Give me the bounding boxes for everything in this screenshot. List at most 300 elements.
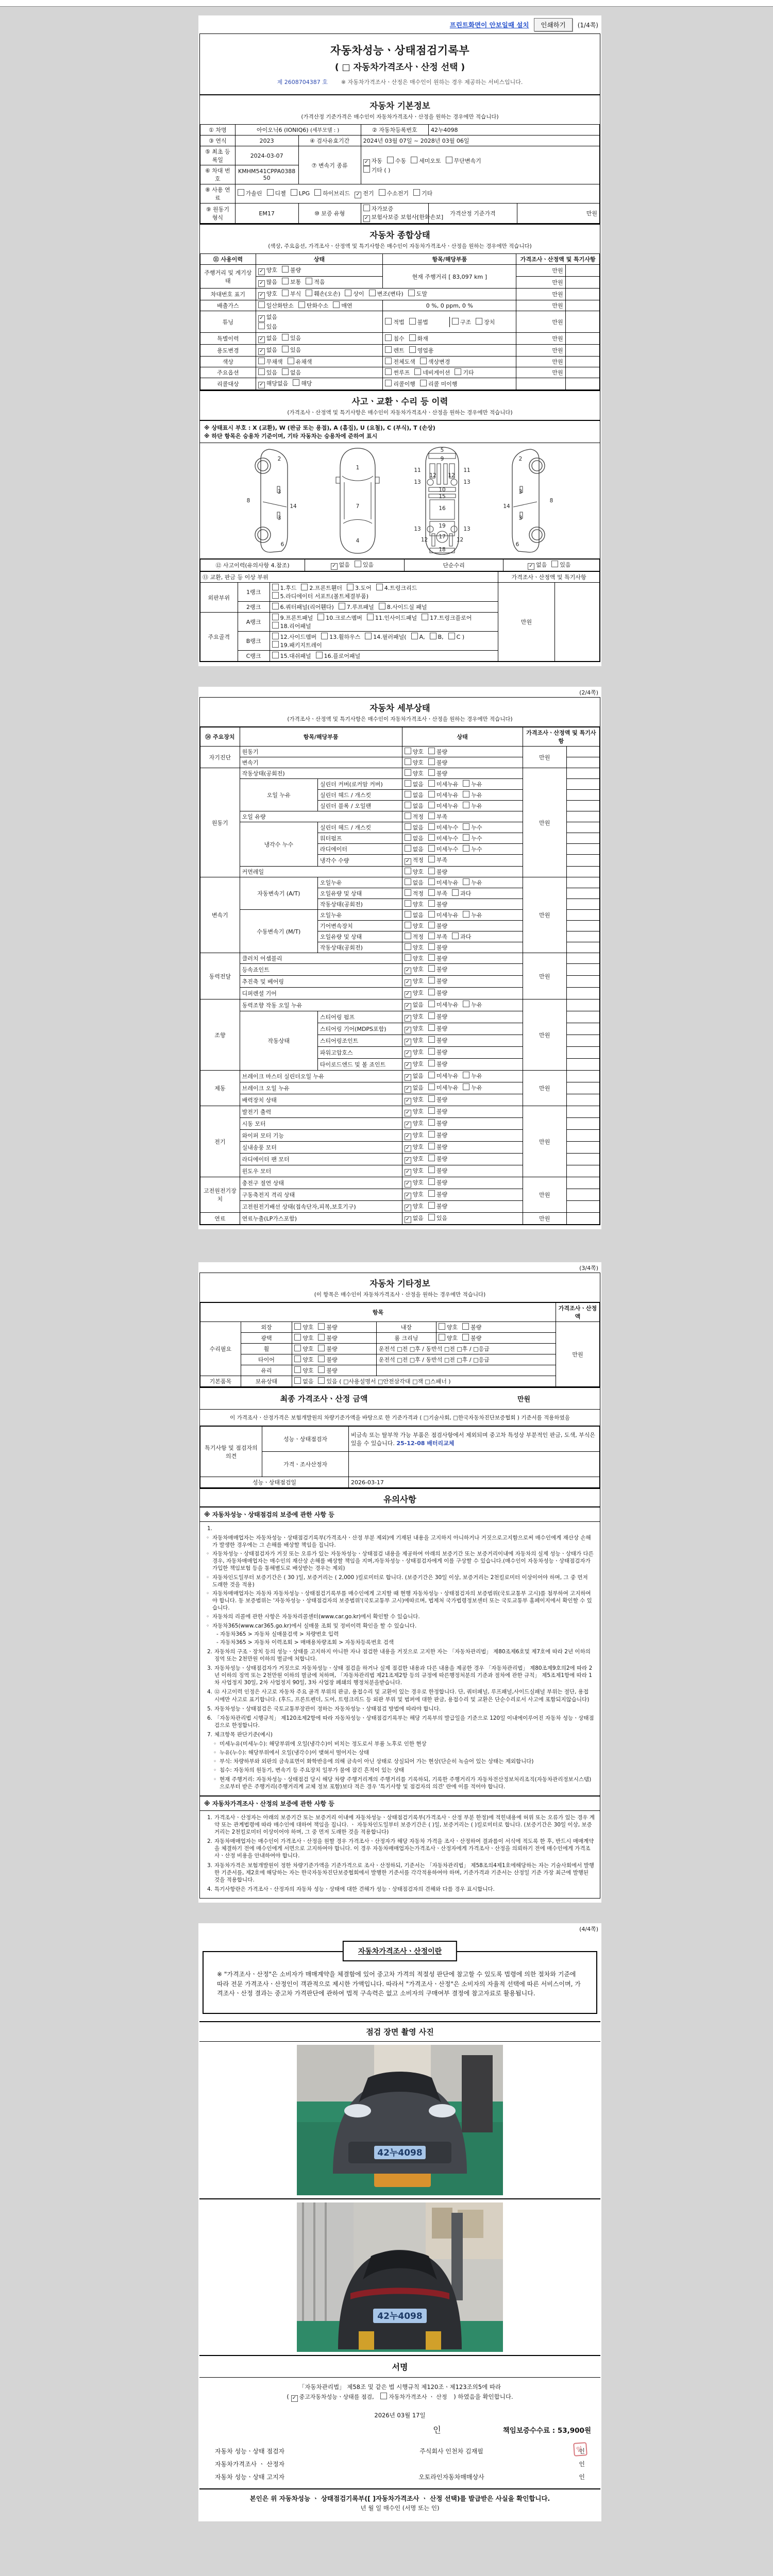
checkbox-option[interactable] xyxy=(387,157,406,165)
checked-checkbox-icon[interactable] xyxy=(363,215,370,222)
checkbox-option[interactable] xyxy=(405,1155,424,1164)
unchecked-checkbox-icon[interactable] xyxy=(428,1083,435,1090)
unchecked-checkbox-icon[interactable] xyxy=(306,290,312,296)
unchecked-checkbox-icon[interactable] xyxy=(428,1214,435,1221)
checkbox-option[interactable] xyxy=(258,346,277,355)
checkbox-option[interactable] xyxy=(428,922,447,930)
checkbox-option[interactable] xyxy=(463,823,482,832)
checkbox-option[interactable] xyxy=(409,318,428,326)
checkbox-option[interactable] xyxy=(405,1131,424,1140)
checkbox-option[interactable] xyxy=(339,603,374,611)
checkbox-option[interactable] xyxy=(455,368,474,377)
unchecked-checkbox-icon[interactable] xyxy=(428,802,435,808)
unchecked-checkbox-icon[interactable] xyxy=(428,769,435,776)
unchecked-checkbox-icon[interactable] xyxy=(428,758,435,765)
checkbox-option[interactable] xyxy=(272,622,311,630)
unchecked-checkbox-icon[interactable] xyxy=(413,189,420,196)
unchecked-checkbox-icon[interactable] xyxy=(411,633,418,639)
checkbox-option[interactable] xyxy=(463,1001,482,1009)
car-diagram-top[interactable] xyxy=(319,446,396,555)
unchecked-checkbox-icon[interactable] xyxy=(321,633,328,639)
checkbox-option[interactable] xyxy=(405,1214,424,1223)
checked-checkbox-icon[interactable] xyxy=(258,268,265,275)
checkbox-option[interactable] xyxy=(463,1072,482,1080)
unchecked-checkbox-icon[interactable] xyxy=(439,1334,445,1341)
checked-checkbox-icon[interactable] xyxy=(405,1003,411,1010)
checkbox-option[interactable] xyxy=(428,943,447,952)
unchecked-checkbox-icon[interactable] xyxy=(428,1060,435,1066)
unchecked-checkbox-icon[interactable] xyxy=(414,368,421,375)
unchecked-checkbox-icon[interactable] xyxy=(385,380,392,386)
unchecked-checkbox-icon[interactable] xyxy=(363,166,370,173)
unchecked-checkbox-icon[interactable] xyxy=(405,834,411,841)
checkbox-option[interactable] xyxy=(405,1060,424,1069)
checkbox-option[interactable] xyxy=(282,346,301,354)
checkbox-option[interactable] xyxy=(258,379,289,388)
checkbox-option[interactable] xyxy=(405,1072,424,1081)
checkbox-option[interactable] xyxy=(405,1143,424,1152)
checkbox-option[interactable] xyxy=(463,834,482,842)
unchecked-checkbox-icon[interactable] xyxy=(428,889,435,896)
unchecked-checkbox-icon[interactable] xyxy=(428,1155,435,1161)
checkbox-option[interactable] xyxy=(282,266,301,274)
checked-checkbox-icon[interactable] xyxy=(405,1181,411,1188)
unchecked-checkbox-icon[interactable] xyxy=(282,368,289,375)
checkbox-option[interactable] xyxy=(428,1166,447,1175)
unchecked-checkbox-icon[interactable] xyxy=(455,368,461,375)
checkbox-option[interactable] xyxy=(369,290,404,298)
checked-checkbox-icon[interactable] xyxy=(405,1157,411,1164)
unchecked-checkbox-icon[interactable] xyxy=(463,1072,469,1078)
unchecked-checkbox-icon[interactable] xyxy=(387,157,394,163)
unchecked-checkbox-icon[interactable] xyxy=(318,1323,325,1330)
unchecked-checkbox-icon[interactable] xyxy=(347,584,354,590)
unchecked-checkbox-icon[interactable] xyxy=(428,845,435,852)
unchecked-checkbox-icon[interactable] xyxy=(428,1048,435,1055)
checkbox-option[interactable] xyxy=(380,2393,447,2401)
unchecked-checkbox-icon[interactable] xyxy=(291,189,297,196)
checkbox-option[interactable] xyxy=(291,189,310,197)
unchecked-checkbox-icon[interactable] xyxy=(405,911,411,918)
checkbox-option[interactable] xyxy=(428,889,447,897)
checkbox-option[interactable] xyxy=(405,954,424,962)
checkbox-option[interactable] xyxy=(318,1366,337,1375)
checkbox-option[interactable] xyxy=(405,868,424,876)
unchecked-checkbox-icon[interactable] xyxy=(476,318,482,325)
checkbox-option[interactable] xyxy=(405,1190,424,1199)
checkbox-option[interactable] xyxy=(318,1323,337,1331)
checkbox-option[interactable] xyxy=(316,652,361,660)
unchecked-checkbox-icon[interactable] xyxy=(405,748,411,754)
checkbox-option[interactable] xyxy=(294,1355,313,1364)
checkbox-option[interactable] xyxy=(385,380,415,388)
unchecked-checkbox-icon[interactable] xyxy=(405,933,411,939)
checkbox-option[interactable] xyxy=(405,989,424,998)
checkbox-option[interactable] xyxy=(463,802,482,810)
checkbox-option[interactable] xyxy=(405,769,424,777)
unchecked-checkbox-icon[interactable] xyxy=(462,1334,469,1341)
checkbox-option[interactable] xyxy=(430,633,444,640)
unchecked-checkbox-icon[interactable] xyxy=(428,1178,435,1185)
unchecked-checkbox-icon[interactable] xyxy=(282,266,289,273)
unchecked-checkbox-icon[interactable] xyxy=(405,823,411,830)
checked-checkbox-icon[interactable] xyxy=(258,315,265,322)
unchecked-checkbox-icon[interactable] xyxy=(272,641,279,648)
unchecked-checkbox-icon[interactable] xyxy=(405,889,411,896)
checked-checkbox-icon[interactable] xyxy=(405,1145,411,1152)
unchecked-checkbox-icon[interactable] xyxy=(428,791,435,798)
checkbox-option[interactable] xyxy=(379,189,409,197)
checkbox-option[interactable] xyxy=(409,346,434,354)
checkbox-option[interactable] xyxy=(428,1202,447,1210)
unchecked-checkbox-icon[interactable] xyxy=(272,652,279,658)
unchecked-checkbox-icon[interactable] xyxy=(463,911,469,918)
unchecked-checkbox-icon[interactable] xyxy=(405,954,411,961)
unchecked-checkbox-icon[interactable] xyxy=(385,368,392,375)
unchecked-checkbox-icon[interactable] xyxy=(463,791,469,798)
unchecked-checkbox-icon[interactable] xyxy=(282,290,289,296)
checked-checkbox-icon[interactable] xyxy=(405,1086,411,1093)
checkbox-option[interactable] xyxy=(272,633,317,641)
checkbox-option[interactable] xyxy=(462,1334,481,1342)
checkbox-option[interactable] xyxy=(428,1083,459,1092)
unchecked-checkbox-icon[interactable] xyxy=(339,603,345,609)
unchecked-checkbox-icon[interactable] xyxy=(369,290,376,296)
checkbox-option[interactable] xyxy=(428,856,447,864)
unchecked-checkbox-icon[interactable] xyxy=(428,943,435,950)
checkbox-option[interactable] xyxy=(272,614,313,622)
checkbox-option[interactable] xyxy=(428,1131,447,1139)
unchecked-checkbox-icon[interactable] xyxy=(463,1001,469,1007)
unchecked-checkbox-icon[interactable] xyxy=(446,157,452,163)
checkbox-option[interactable] xyxy=(405,1119,424,1128)
car-diagram-side-left[interactable] xyxy=(234,446,312,555)
unchecked-checkbox-icon[interactable] xyxy=(428,823,435,830)
checkbox-option[interactable] xyxy=(272,641,322,649)
checkbox-option[interactable] xyxy=(428,1190,447,1198)
unchecked-checkbox-icon[interactable] xyxy=(355,561,361,567)
checkbox-option[interactable] xyxy=(355,561,374,569)
checkbox-option[interactable] xyxy=(428,1119,447,1127)
checkbox-option[interactable] xyxy=(452,318,471,326)
unchecked-checkbox-icon[interactable] xyxy=(379,603,385,609)
unchecked-checkbox-icon[interactable] xyxy=(428,965,435,972)
unchecked-checkbox-icon[interactable] xyxy=(428,1012,435,1019)
unchecked-checkbox-icon[interactable] xyxy=(282,278,289,284)
checkbox-option[interactable] xyxy=(405,878,424,887)
unchecked-checkbox-icon[interactable] xyxy=(428,1202,435,1209)
unchecked-checkbox-icon[interactable] xyxy=(367,614,374,620)
unchecked-checkbox-icon[interactable] xyxy=(428,878,435,885)
unchecked-checkbox-icon[interactable] xyxy=(428,922,435,928)
unchecked-checkbox-icon[interactable] xyxy=(430,633,436,639)
checked-checkbox-icon[interactable] xyxy=(405,1122,411,1128)
unchecked-checkbox-icon[interactable] xyxy=(385,334,392,341)
unchecked-checkbox-icon[interactable] xyxy=(452,889,459,896)
checked-checkbox-icon[interactable] xyxy=(258,280,265,287)
print-helper-install-link[interactable]: 프린트화면이 안보일때 설치 xyxy=(449,21,529,29)
unchecked-checkbox-icon[interactable] xyxy=(428,1143,435,1149)
unchecked-checkbox-icon[interactable] xyxy=(272,622,279,629)
unchecked-checkbox-icon[interactable] xyxy=(385,358,392,364)
unchecked-checkbox-icon[interactable] xyxy=(405,769,411,776)
checkbox-option[interactable] xyxy=(420,358,450,366)
checkbox-option[interactable] xyxy=(428,1155,447,1163)
unchecked-checkbox-icon[interactable] xyxy=(267,189,274,196)
unchecked-checkbox-icon[interactable] xyxy=(463,1083,469,1090)
checkbox-option[interactable] xyxy=(294,1345,313,1353)
checked-checkbox-icon[interactable] xyxy=(258,336,265,343)
checkbox-option[interactable] xyxy=(282,290,301,298)
checkbox-option[interactable] xyxy=(463,911,482,919)
checkbox-option[interactable] xyxy=(405,1024,424,1033)
checked-checkbox-icon[interactable] xyxy=(405,1216,411,1223)
unchecked-checkbox-icon[interactable] xyxy=(306,278,312,284)
checkbox-option[interactable] xyxy=(385,318,404,326)
checked-checkbox-icon[interactable] xyxy=(405,991,411,998)
checkbox-option[interactable] xyxy=(301,584,342,592)
checkbox-option[interactable] xyxy=(428,748,447,756)
checkbox-option[interactable] xyxy=(306,290,340,298)
checkbox-option[interactable] xyxy=(321,633,360,641)
checkbox-option[interactable] xyxy=(355,189,374,198)
unchecked-checkbox-icon[interactable] xyxy=(345,290,351,296)
unchecked-checkbox-icon[interactable] xyxy=(272,633,279,639)
unchecked-checkbox-icon[interactable] xyxy=(282,334,289,341)
checkbox-option[interactable] xyxy=(409,334,428,343)
checkbox-option[interactable] xyxy=(238,189,262,197)
checkbox-option[interactable] xyxy=(428,965,447,973)
checkbox-option[interactable] xyxy=(258,313,381,322)
checkbox-option[interactable] xyxy=(428,812,447,821)
unchecked-checkbox-icon[interactable] xyxy=(318,1377,325,1384)
unchecked-checkbox-icon[interactable] xyxy=(428,1190,435,1197)
checkbox-option[interactable] xyxy=(363,213,444,222)
checkbox-option[interactable] xyxy=(428,933,447,941)
checkbox-option[interactable] xyxy=(405,1048,424,1057)
checkbox-option[interactable] xyxy=(446,157,481,165)
checkbox-option[interactable] xyxy=(428,1143,447,1151)
checkbox-option[interactable] xyxy=(428,954,447,962)
checkbox-option[interactable] xyxy=(363,205,394,213)
unchecked-checkbox-icon[interactable] xyxy=(428,1131,435,1138)
checkbox-option[interactable] xyxy=(405,900,424,908)
unchecked-checkbox-icon[interactable] xyxy=(428,1024,435,1031)
checkbox-option[interactable] xyxy=(367,614,417,622)
unchecked-checkbox-icon[interactable] xyxy=(294,1366,301,1373)
checkbox-option[interactable] xyxy=(428,977,447,985)
checkbox-option[interactable] xyxy=(405,1036,424,1045)
unchecked-checkbox-icon[interactable] xyxy=(551,561,558,567)
unchecked-checkbox-icon[interactable] xyxy=(462,1323,469,1330)
unchecked-checkbox-icon[interactable] xyxy=(380,2393,387,2399)
unchecked-checkbox-icon[interactable] xyxy=(294,1345,301,1351)
checked-checkbox-icon[interactable] xyxy=(405,858,411,865)
checked-checkbox-icon[interactable] xyxy=(405,1074,411,1081)
checkbox-option[interactable] xyxy=(428,1048,447,1056)
unchecked-checkbox-icon[interactable] xyxy=(428,911,435,918)
checkbox-option[interactable] xyxy=(428,878,459,887)
checkbox-option[interactable] xyxy=(318,1377,450,1385)
checkbox-option[interactable] xyxy=(405,1166,424,1176)
unchecked-checkbox-icon[interactable] xyxy=(317,614,324,620)
checkbox-option[interactable] xyxy=(428,845,459,853)
unchecked-checkbox-icon[interactable] xyxy=(428,868,435,874)
checkbox-option[interactable] xyxy=(428,1214,447,1222)
unchecked-checkbox-icon[interactable] xyxy=(298,301,305,308)
checkbox-option[interactable] xyxy=(551,561,570,569)
unchecked-checkbox-icon[interactable] xyxy=(238,189,244,196)
unchecked-checkbox-icon[interactable] xyxy=(428,1001,435,1007)
checkbox-option[interactable] xyxy=(463,845,482,853)
unchecked-checkbox-icon[interactable] xyxy=(428,780,435,787)
unchecked-checkbox-icon[interactable] xyxy=(405,868,411,874)
unchecked-checkbox-icon[interactable] xyxy=(405,922,411,928)
unchecked-checkbox-icon[interactable] xyxy=(428,748,435,754)
checkbox-option[interactable] xyxy=(448,633,464,640)
checkbox-option[interactable] xyxy=(272,652,311,660)
checkbox-option[interactable] xyxy=(345,290,364,298)
checkbox-option[interactable] xyxy=(294,1377,313,1385)
unchecked-checkbox-icon[interactable] xyxy=(405,878,411,885)
checkbox-option[interactable] xyxy=(463,878,482,887)
checked-checkbox-icon[interactable] xyxy=(405,1027,411,1033)
checkbox-option[interactable] xyxy=(428,834,459,842)
checkbox-option[interactable] xyxy=(258,266,277,275)
checkbox-option[interactable] xyxy=(306,278,325,286)
unchecked-checkbox-icon[interactable] xyxy=(301,584,308,590)
checkbox-option[interactable] xyxy=(408,290,427,298)
checkbox-option[interactable] xyxy=(298,301,329,310)
unchecked-checkbox-icon[interactable] xyxy=(428,834,435,841)
checked-checkbox-icon[interactable] xyxy=(258,292,265,299)
unchecked-checkbox-icon[interactable] xyxy=(318,1355,325,1362)
checkbox-option[interactable] xyxy=(258,334,277,343)
checkbox-option[interactable] xyxy=(463,1083,482,1092)
unchecked-checkbox-icon[interactable] xyxy=(408,290,415,296)
checkbox-option[interactable] xyxy=(405,812,424,821)
checkbox-option[interactable] xyxy=(463,791,482,799)
checked-checkbox-icon[interactable] xyxy=(405,1062,411,1069)
unchecked-checkbox-icon[interactable] xyxy=(258,301,265,308)
checked-checkbox-icon[interactable] xyxy=(405,1205,411,1211)
unchecked-checkbox-icon[interactable] xyxy=(439,1323,445,1330)
unchecked-checkbox-icon[interactable] xyxy=(428,812,435,819)
checked-checkbox-icon[interactable] xyxy=(405,1133,411,1140)
checkbox-option[interactable] xyxy=(318,1355,337,1364)
unchecked-checkbox-icon[interactable] xyxy=(294,1377,301,1384)
checkbox-option[interactable] xyxy=(314,189,350,197)
unchecked-checkbox-icon[interactable] xyxy=(448,633,455,639)
checkbox-option[interactable] xyxy=(428,1178,447,1187)
checked-checkbox-icon[interactable] xyxy=(363,159,370,166)
checkbox-option[interactable] xyxy=(385,346,404,354)
checked-checkbox-icon[interactable] xyxy=(405,1193,411,1199)
checkbox-option[interactable] xyxy=(272,584,297,592)
checkbox-option[interactable] xyxy=(428,780,459,788)
checked-checkbox-icon[interactable] xyxy=(258,348,265,355)
checkbox-option[interactable] xyxy=(405,748,424,756)
checkbox-option[interactable] xyxy=(463,780,482,788)
checkbox-option[interactable] xyxy=(411,633,425,640)
car-diagram-bottom[interactable] xyxy=(404,446,481,555)
unchecked-checkbox-icon[interactable] xyxy=(318,1334,325,1341)
checkbox-option[interactable] xyxy=(528,561,547,570)
unchecked-checkbox-icon[interactable] xyxy=(428,1036,435,1043)
checkbox-option[interactable] xyxy=(294,1323,313,1331)
checkbox-option[interactable] xyxy=(452,889,471,897)
unchecked-checkbox-icon[interactable] xyxy=(318,1366,325,1373)
unchecked-checkbox-icon[interactable] xyxy=(333,301,340,308)
checkbox-option[interactable] xyxy=(405,758,424,767)
checkbox-option[interactable] xyxy=(376,584,417,592)
checkbox-option[interactable] xyxy=(405,1083,424,1093)
print-button[interactable]: 인쇄하기 xyxy=(534,18,572,31)
checkbox-option[interactable] xyxy=(414,368,450,377)
checkbox-option[interactable] xyxy=(272,603,334,611)
checkbox-option[interactable] xyxy=(347,584,372,592)
checkbox-option[interactable] xyxy=(365,633,406,641)
unchecked-checkbox-icon[interactable] xyxy=(428,977,435,984)
checkbox-option[interactable] xyxy=(258,278,277,287)
unchecked-checkbox-icon[interactable] xyxy=(420,380,427,386)
checkbox-option[interactable] xyxy=(439,1323,458,1331)
checkbox-option[interactable] xyxy=(476,318,495,326)
unchecked-checkbox-icon[interactable] xyxy=(463,823,469,830)
checkbox-option[interactable] xyxy=(411,157,441,165)
unchecked-checkbox-icon[interactable] xyxy=(452,933,459,939)
checkbox-option[interactable] xyxy=(405,911,424,919)
unchecked-checkbox-icon[interactable] xyxy=(379,189,385,196)
unchecked-checkbox-icon[interactable] xyxy=(282,346,289,352)
unchecked-checkbox-icon[interactable] xyxy=(258,368,265,375)
checkbox-option[interactable] xyxy=(413,189,432,197)
checkbox-option[interactable] xyxy=(293,379,312,387)
unchecked-checkbox-icon[interactable] xyxy=(463,878,469,885)
checkbox-option[interactable] xyxy=(385,334,404,343)
checkbox-option[interactable] xyxy=(428,900,447,908)
checkbox-option[interactable] xyxy=(405,1001,424,1010)
unchecked-checkbox-icon[interactable] xyxy=(463,845,469,852)
unchecked-checkbox-icon[interactable] xyxy=(405,780,411,787)
checked-checkbox-icon[interactable] xyxy=(331,563,338,570)
checked-checkbox-icon[interactable] xyxy=(405,1050,411,1057)
checkbox-option[interactable] xyxy=(405,943,424,952)
checkbox-option[interactable] xyxy=(333,301,352,310)
checkbox-option[interactable] xyxy=(405,791,424,799)
checked-checkbox-icon[interactable] xyxy=(405,1169,411,1176)
checkbox-option[interactable] xyxy=(405,922,424,930)
unchecked-checkbox-icon[interactable] xyxy=(452,318,459,325)
unchecked-checkbox-icon[interactable] xyxy=(405,845,411,852)
unchecked-checkbox-icon[interactable] xyxy=(409,346,416,353)
checkbox-option[interactable] xyxy=(317,614,362,622)
checked-checkbox-icon[interactable] xyxy=(291,2395,298,2402)
checkbox-option[interactable] xyxy=(428,1012,447,1021)
checkbox-option[interactable] xyxy=(439,1334,458,1342)
checked-checkbox-icon[interactable] xyxy=(405,979,411,986)
unchecked-checkbox-icon[interactable] xyxy=(409,334,416,341)
checkbox-option[interactable] xyxy=(385,368,410,377)
unchecked-checkbox-icon[interactable] xyxy=(385,318,392,325)
unchecked-checkbox-icon[interactable] xyxy=(294,1334,301,1341)
checkbox-option[interactable] xyxy=(258,323,381,331)
unchecked-checkbox-icon[interactable] xyxy=(405,758,411,765)
unchecked-checkbox-icon[interactable] xyxy=(422,614,428,620)
unchecked-checkbox-icon[interactable] xyxy=(428,900,435,907)
checkbox-option[interactable] xyxy=(405,845,424,853)
checkbox-option[interactable] xyxy=(282,278,301,286)
